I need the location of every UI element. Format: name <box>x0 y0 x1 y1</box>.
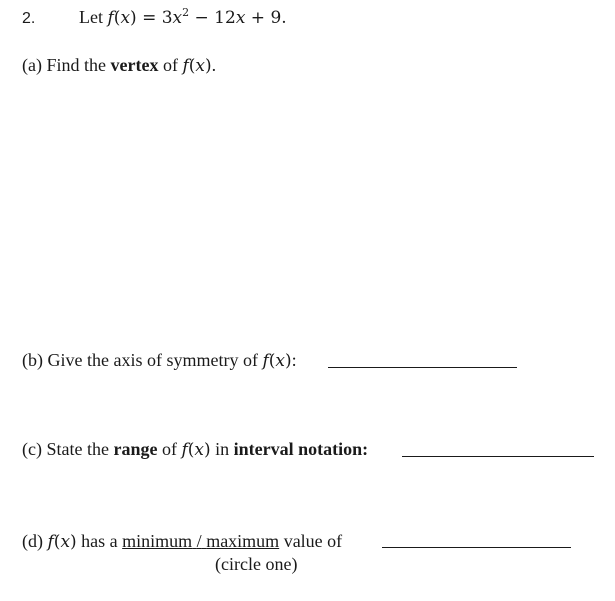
part-c-keyword-interval: interval notation: <box>233 439 369 459</box>
problem-statement <box>79 6 287 29</box>
function-notation: $f(x) = 3x^2 - 12x + 9$. <box>107 6 287 28</box>
part-c <box>22 438 368 461</box>
part-a-period: . <box>211 55 217 75</box>
problem-header <box>22 6 35 30</box>
part-b-answer-line[interactable] <box>328 367 517 368</box>
part-b-colon: : <box>291 350 297 370</box>
part-d-value-of: value of <box>283 531 343 551</box>
problem-number: 2. <box>22 10 36 27</box>
part-b <box>22 349 297 372</box>
part-d-answer-line[interactable] <box>382 547 571 548</box>
part-b-label: (b) <box>22 350 43 370</box>
part-a-of: of <box>162 55 178 75</box>
part-d <box>22 530 342 553</box>
part-b-function: f(x) <box>262 351 292 371</box>
part-d-function: f(x) <box>47 532 77 552</box>
part-d-label: (d) <box>22 531 43 551</box>
circle-one-hint: (circle one) <box>215 554 298 574</box>
part-c-keyword-range: range <box>113 439 158 459</box>
part-d-text: has a <box>81 531 118 551</box>
part-a-function: f(x) <box>182 56 212 76</box>
part-c-label: (c) <box>22 439 42 459</box>
part-a-label: (a) <box>22 55 42 75</box>
part-c-text: State the <box>46 439 109 459</box>
option-minimum[interactable]: minimum / maximum <box>122 531 280 551</box>
part-c-of: of <box>161 439 177 459</box>
part-a-keyword: vertex <box>110 55 159 75</box>
part-c-in: in <box>215 439 230 459</box>
part-c-answer-line[interactable] <box>402 456 594 457</box>
part-a-text: Find the <box>46 55 106 75</box>
part-b-text: Give the axis of symmetry of <box>47 350 258 370</box>
part-c-function: f(x) <box>181 440 211 460</box>
problem-intro: Let <box>79 7 103 27</box>
part-a <box>22 54 216 77</box>
